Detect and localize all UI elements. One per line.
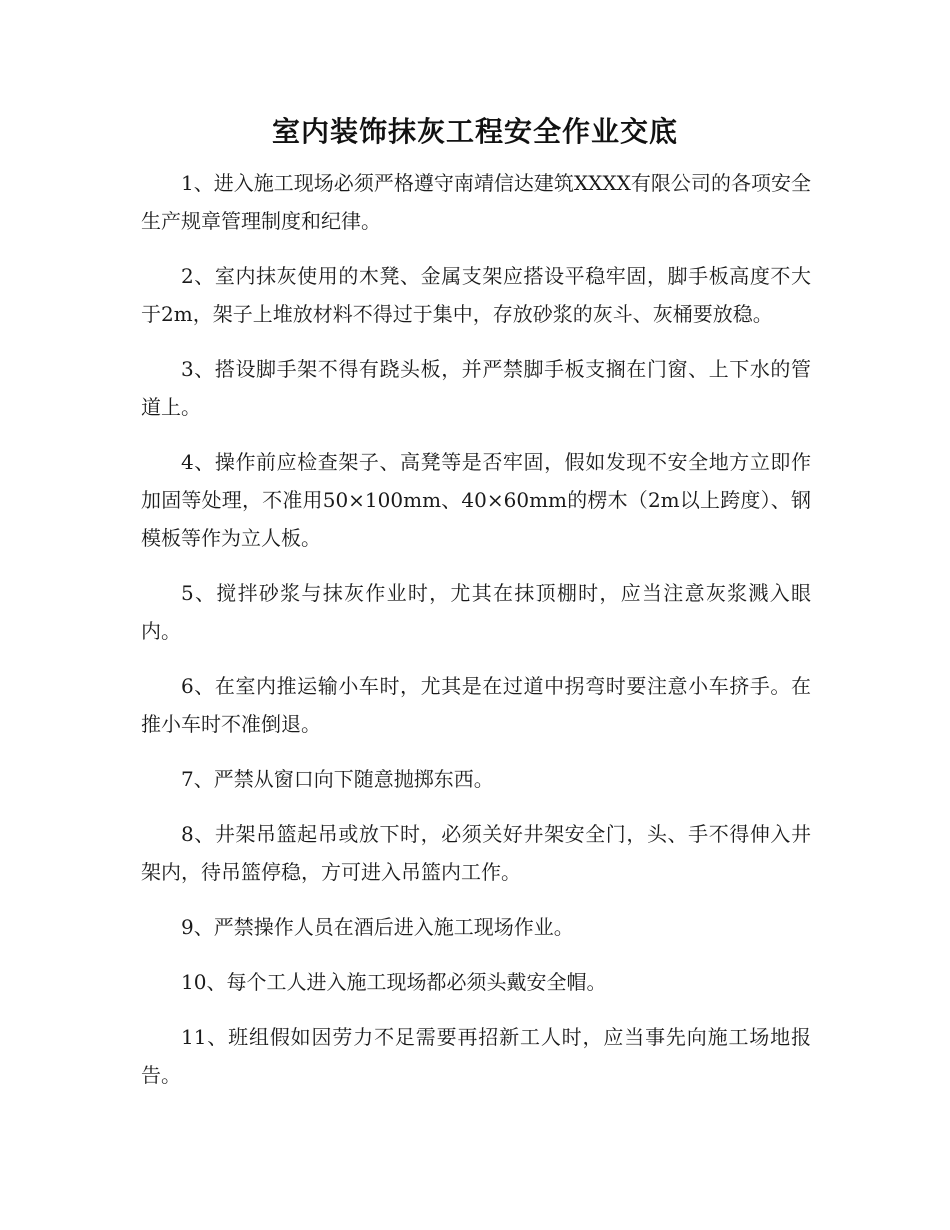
paragraph-2: 2、室内抹灰使用的木凳、金属支架应搭设平稳牢固，脚手板高度不大于2m，架子上堆放材料不得过于集中，存放砂浆的灰斗、灰桶要放稳。 — [141, 264, 811, 326]
document-body — [141, 164, 811, 1111]
paragraph-5: 5、搅拌砂浆与抹灰作业时，尤其在抹顶棚时，应当注意灰浆溅入眼内。 — [141, 581, 811, 643]
document-title: 室内装饰抹灰工程安全作业交底 — [271, 115, 678, 148]
paragraph-10: 10、每个工人进入施工现场都必须头戴安全帽。 — [181, 970, 607, 994]
paragraph-11: 11、班组假如因劳力不足需要再招新工人时，应当事先向施工场地报告。 — [141, 1025, 811, 1087]
paragraph-4: 4、操作前应检查架子、高凳等是否牢固，假如发现不安全地方立即作加固等处理，不准用50×100mm、40×60mm的楞木（2m以上跨度）、钢模板等作为立人板。 — [141, 450, 811, 550]
paragraph-8: 8、井架吊篮起吊或放下时，必须关好井架安全门，头、手不得伸入井架内，待吊篮停稳，方可进入吊篮内工作。 — [141, 822, 811, 884]
paragraph-1: 1、进入施工现场必须严格遵守南靖信达建筑XXXX有限公司的各项安全生产规章管理制度和纪律。 — [141, 171, 811, 233]
paragraph-6: 6、在室内推运输小车时，尤其是在过道中拐弯时要注意小车挤手。在推小车时不准倒退。 — [141, 674, 811, 736]
paragraph-7: 7、严禁从窗口向下随意抛掷东西。 — [181, 767, 494, 791]
paragraph-3: 3、搭设脚手架不得有跷头板，并严禁脚手板支搁在门窗、上下水的管道上。 — [141, 357, 811, 419]
paragraph-9: 9、严禁操作人员在酒后进入施工现场作业。 — [181, 915, 574, 939]
